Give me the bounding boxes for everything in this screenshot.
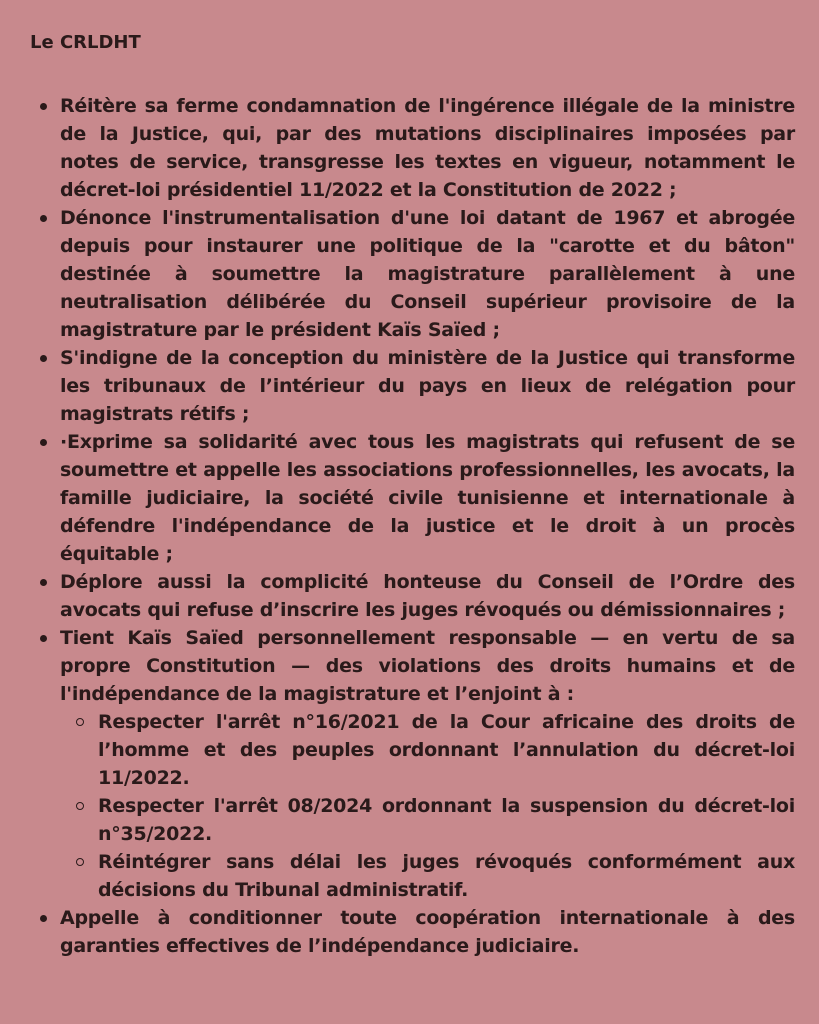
sub-list-item — [98, 848, 795, 904]
list-item-text: Déplore aussi la complicité honteuse du Conseil de l’Ordre des avocats qui refuse d’inscrire les juges révoqués ou démissionnaires ; — [60, 571, 795, 621]
list-item-text: ·Exprime sa solidarité avec tous les magistrats qui refusent de se soumettre et appelle les associations professionnelles, les avocats, la famille judiciaire, la société civile tunisienne et internationale à défendre l'indépendance de la justice et le droit à un procès équitable ; — [60, 431, 795, 565]
sub-demands-list — [60, 708, 795, 904]
list-item — [60, 92, 795, 204]
list-item-text: Dénonce l'instrumentalisation d'une loi datant de 1967 et abrogée depuis pour instaurer une politique de la "carotte et du bâton" destinée à soumettre la magistrature parallèlement à une neutralisation délibérée du Conseil supérieur provisoire de la magistrature par le président Kaïs Saïed ; — [60, 207, 795, 341]
sub-list-item-text: Réintégrer sans délai les juges révoqués conformément aux décisions du Tribunal administratif. — [98, 851, 795, 901]
sub-list-item — [98, 792, 795, 848]
sub-list-item — [98, 708, 795, 792]
list-item — [60, 624, 795, 904]
list-item — [60, 428, 795, 568]
document-heading: Le CRLDHT — [30, 32, 141, 53]
list-item — [60, 204, 795, 344]
sub-list-item-text: Respecter l'arrêt n°16/2021 de la Cour africaine des droits de l’homme et des peuples ordonnant l’annulation du décret-loi 11/2022. — [98, 711, 795, 789]
list-item-text: S'indigne de la conception du ministère de la Justice qui transforme les tribunaux de l’intérieur du pays en lieux de relégation pour magistrats rétifs ; — [60, 347, 795, 425]
list-item — [60, 344, 795, 428]
list-item — [60, 568, 795, 624]
list-item-text: Réitère sa ferme condamnation de l'ingérence illégale de la ministre de la Justice, qui, par des mutations disciplinaires imposées par notes de service, transgresse les textes en vigueur, notamment le décret-loi présidentiel 11/2022 et la Constitution de 2022 ; — [60, 95, 795, 201]
list-item-text: Appelle à conditionner toute coopération internationale à des garanties effectives de l’indépendance judiciaire. — [60, 907, 795, 957]
list-item-text: Tient Kaïs Saïed personnellement responsable — en vertu de sa propre Constitution — des violations des droits humains et de l'indépendance de la magistrature et l’enjoint à : — [60, 627, 795, 705]
demands-list — [30, 92, 795, 960]
list-item — [60, 904, 795, 960]
sub-list-item-text: Respecter l'arrêt 08/2024 ordonnant la suspension du décret-loi n°35/2022. — [98, 795, 795, 845]
